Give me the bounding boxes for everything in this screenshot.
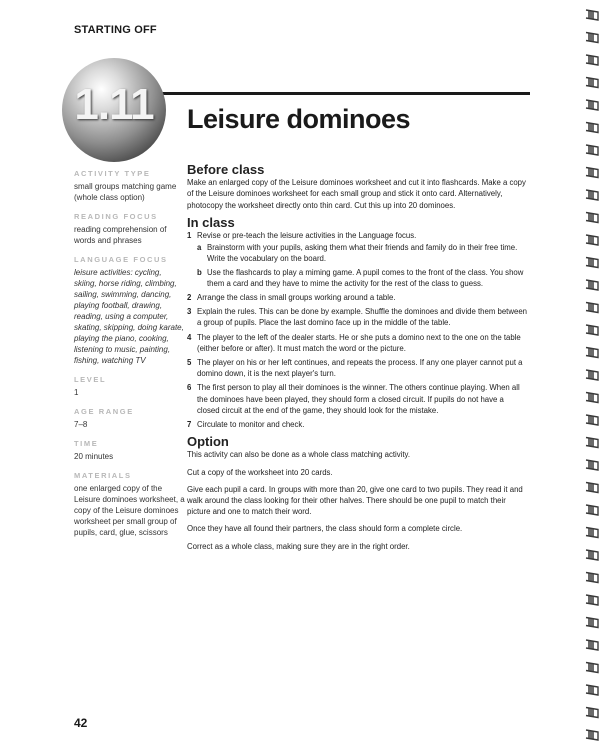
step-number: 1 <box>187 231 192 241</box>
spiral-coil <box>586 348 598 358</box>
substep-text: Brainstorm with your pupils, asking them what their friends and family do in their free time. Write the vocabulary on the board. <box>207 243 518 264</box>
spiral-binding <box>544 0 600 750</box>
spiral-coil <box>586 438 598 448</box>
spiral-coil <box>586 528 598 538</box>
spiral-coil <box>586 730 598 740</box>
spiral-coil <box>586 258 598 268</box>
spiral-coil <box>586 123 598 133</box>
spiral-coil <box>586 550 598 560</box>
spiral-coil <box>586 168 598 178</box>
substep <box>197 267 527 289</box>
sidebar-text: 7–8 <box>74 420 88 429</box>
page-number: 42 <box>74 716 88 730</box>
sidebar-heading: AGE RANGE <box>74 407 134 416</box>
step-text: Revise or pre-teach the leisure activities in the Language focus. <box>197 231 417 241</box>
option-line: Give each pupil a card. In groups with more than 20, give one card to two pupils. They read it and walk around the class looking for their other halves. There should be one pupil to match their picture and one to match their word. <box>187 484 523 517</box>
sidebar-level <box>74 374 186 398</box>
step-text: Circulate to monitor and check. <box>197 420 305 430</box>
sidebar-heading: MATERIALS <box>74 471 132 480</box>
sidebar-heading: ACTIVITY TYPE <box>74 169 151 178</box>
step <box>187 230 527 289</box>
spiral-coil <box>586 235 598 245</box>
title-rule <box>138 92 530 95</box>
sidebar-text: reading comprehension of words and phrases <box>74 225 167 245</box>
spiral-coil <box>586 505 598 515</box>
before-class-heading: Before class <box>187 162 265 177</box>
step <box>187 292 527 303</box>
sidebar-text: one enlarged copy of the Leisure dominoes worksheet, a copy of the Leisure dominoes worksheet per small group of pupils, card, glue, scissors <box>74 484 185 537</box>
spiral-coil <box>586 10 598 20</box>
main-content <box>187 164 527 558</box>
step-text: Explain the rules. This can be done by example. Shuffle the dominoes and divide them between a group of pupils. Place the last domino face up in the middle of the table. <box>197 307 527 328</box>
section-label: STARTING OFF <box>74 24 157 36</box>
in-class-steps <box>187 230 527 430</box>
option-line: Once they have all found their partners, the class should form a complete circle. <box>187 524 463 534</box>
step <box>187 306 527 328</box>
substep-letter: a <box>197 243 202 253</box>
sidebar-heading: READING FOCUS <box>74 212 158 221</box>
spiral-coil <box>586 415 598 425</box>
step-number: 4 <box>187 332 192 342</box>
sidebar <box>74 168 186 546</box>
sidebar-text: small groups matching game (whole class option) <box>74 182 177 202</box>
option-line: This activity can also be done as a whole class matching activity. <box>187 450 411 460</box>
substep <box>197 242 527 264</box>
spiral-coil <box>586 55 598 65</box>
sidebar-heading: LANGUAGE FOCUS <box>74 255 168 264</box>
spiral-coil <box>586 78 598 88</box>
spiral-coil <box>586 280 598 290</box>
spiral-coil <box>586 145 598 155</box>
sidebar-text: 1 <box>74 388 79 397</box>
sidebar-time <box>74 438 186 462</box>
step-number: 3 <box>187 307 192 317</box>
step <box>187 357 527 379</box>
sidebar-reading-focus <box>74 211 186 246</box>
step-text: The player on his or her left continues, and repeats the process. If any one player cannot put a domino down, it is the next player's turn. <box>197 358 523 379</box>
spiral-coil <box>586 325 598 335</box>
step-text: The player to the left of the dealer starts. He or she puts a domino next to the one on the table (either before or after). It must match the word or the picture. <box>197 332 521 353</box>
spiral-coil <box>586 640 598 650</box>
spiral-coil <box>586 618 598 628</box>
sidebar-heading: TIME <box>74 439 99 448</box>
lesson-number: 1.11 <box>74 80 154 129</box>
step-number: 2 <box>187 293 192 303</box>
sidebar-age-range <box>74 406 186 430</box>
sidebar-text: leisure activities: cycling, skiing, horse riding, climbing, sailing, swimming, dancing, playing football, drawing, reading, using a computer, skating, skipping, doing karate, playing the piano, cooking, listening to music, painting, fishing, watching TV <box>74 268 184 365</box>
spiral-coil <box>586 685 598 695</box>
sidebar-language-focus <box>74 254 186 366</box>
step-number: 6 <box>187 383 192 393</box>
option-heading: Option <box>187 434 229 450</box>
substeps <box>197 242 527 289</box>
option-line: Correct as a whole class, making sure they are in the right order. <box>187 541 410 551</box>
before-class-text: Make an enlarged copy of the Leisure dominoes worksheet and cut it into flashcards. Make a copy of the Leisure dominoes worksheet for each small group and stick it onto card. Alternatively, photocopy the worksheet directly onto thin card. Cut this up into 20 dominoes. <box>187 178 526 210</box>
step-number: 5 <box>187 358 192 368</box>
substep-text: Use the flashcards to play a miming game. A pupil comes to the front of the class. You show them a card and they have to mime the activity for the rest of the class to guess. <box>207 267 524 288</box>
spiral-coil <box>586 213 598 223</box>
spiral-coil <box>586 190 598 200</box>
sidebar-activity-type <box>74 168 186 203</box>
spiral-coil <box>586 33 598 43</box>
substep-letter: b <box>197 267 202 277</box>
spiral-coil <box>586 595 598 605</box>
step-number: 7 <box>187 420 192 430</box>
spiral-coil <box>586 370 598 380</box>
sidebar-heading: LEVEL <box>74 375 107 384</box>
step-text: The first person to play all their dominoes is the winner. The others continue playing. When all the dominoes have been played, they should form a closed circuit. If pupils do not have a closed circuit at the end of the game, they should look for the mistake. <box>197 383 520 415</box>
option-line: Cut a copy of the worksheet into 20 cards. <box>187 467 333 477</box>
page-title: Leisure dominoes <box>187 104 411 134</box>
sidebar-materials <box>74 470 186 538</box>
spiral-coil <box>586 393 598 403</box>
spiral-coil <box>586 100 598 110</box>
step <box>187 419 527 430</box>
step <box>187 382 527 416</box>
spiral-coil <box>586 573 598 583</box>
spiral-coil <box>586 663 598 673</box>
step <box>187 332 527 354</box>
spiral-coil <box>586 303 598 313</box>
spiral-coil <box>586 708 598 718</box>
sidebar-text: 20 minutes <box>74 452 114 461</box>
lesson-number-badge <box>62 58 166 162</box>
step-text: Arrange the class in small groups working around a table. <box>197 293 396 303</box>
spiral-coil <box>586 483 598 493</box>
in-class-heading: In class <box>187 214 235 230</box>
spiral-coil <box>586 460 598 470</box>
